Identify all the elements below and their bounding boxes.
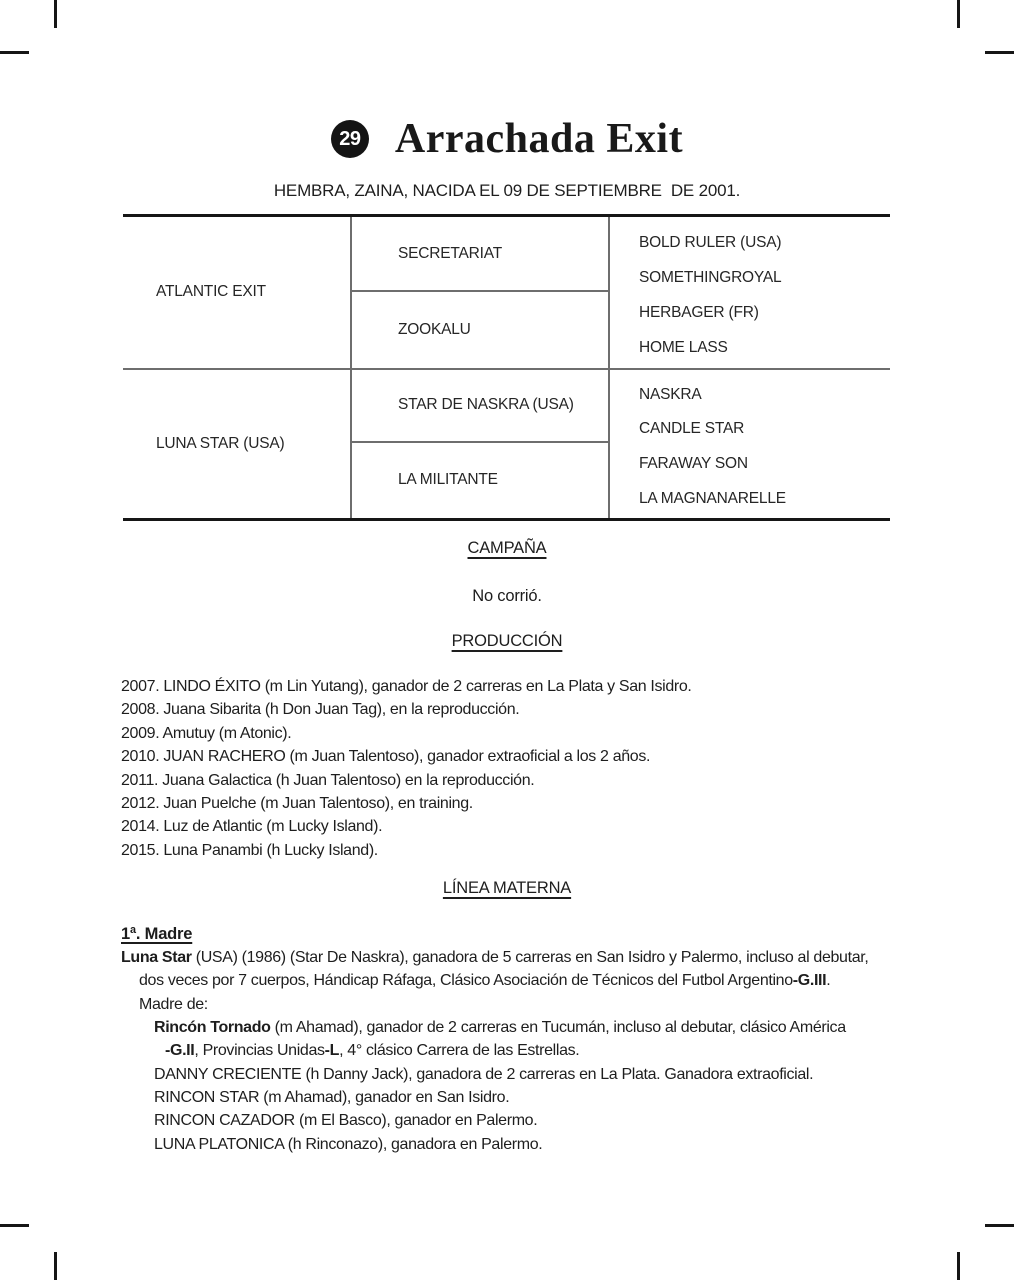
- pedigree-dam-grandparents: [608, 368, 890, 519]
- pedigree-sire-grandparents: [608, 217, 890, 368]
- production-entry: 2014. Luz de Atlantic (m Lucky Island).: [121, 818, 383, 836]
- production-entry: 2010. JUAN RACHERO (m Juan Talentoso), ganador extraoficial a los 2 años.: [121, 748, 651, 766]
- horse-description: HEMBRA, ZAINA, NACIDA EL 09 DE SEPTIEMBRE DE 2001.: [273, 181, 741, 200]
- pedigree-dam-sire: STAR DE NASKRA (USA): [350, 368, 608, 443]
- pedigree-sire-sire: SECRETARIAT: [350, 217, 608, 292]
- campaign-text: No corrió.: [472, 587, 542, 605]
- production-entry: 2009. Amutuy (m Atonic).: [121, 724, 292, 742]
- crop-mark-bottom-right-horizontal: [985, 1224, 1014, 1227]
- catalog-number: 29: [339, 127, 361, 150]
- maternal-line-entry: Luna Star (USA) (1986) (Star De Naskra), ganadora de 5 carreras en San Isidro y Palermo, incluso al debutar,: [121, 949, 869, 966]
- crop-mark-bottom-left-vertical: [54, 1252, 57, 1280]
- pedigree-sire-sire-sire: BOLD RULER (USA): [639, 233, 782, 251]
- maternal-line-heading: LÍNEA MATERNA: [442, 879, 572, 897]
- production-heading: PRODUCCIÓN: [451, 632, 563, 650]
- pedigree-sire: ATLANTIC EXIT: [156, 283, 266, 301]
- maternal-line-list: [121, 946, 868, 1156]
- production-entry: 2012. Juan Puelche (m Juan Talentoso), en training.: [121, 795, 473, 813]
- pedigree-dam-dam-dam: LA MAGNANARELLE: [639, 489, 786, 507]
- catalog-number-badge: [331, 120, 369, 158]
- crop-mark-bottom-left-horizontal: [0, 1224, 29, 1227]
- production-entry: 2015. Luna Panambi (h Lucky Island).: [121, 841, 378, 859]
- maternal-line-entry: RINCON STAR (m Ahamad), ganador en San Isidro.: [154, 1089, 510, 1107]
- production-list: [121, 675, 692, 862]
- title-row: [0, 118, 1014, 160]
- page-title: Arrachada Exit: [394, 116, 684, 162]
- campaign-heading: CAMPAÑA: [467, 539, 547, 557]
- crop-mark-top-left-horizontal: [0, 51, 29, 54]
- maternal-line-entry: dos veces por 7 cuerpos, Hándicap Ráfaga, Clásico Asociación de Técnicos del Futbol Argentino-G.III.: [139, 972, 831, 990]
- production-entry: 2011. Juana Galactica (h Juan Talentoso) en la reproducción.: [121, 771, 535, 789]
- first-dam-heading: 1ª. Madre: [121, 925, 193, 943]
- pedigree-dam-dam-sire: FARAWAY SON: [639, 455, 748, 473]
- maternal-line-entry: RINCON CAZADOR (m El Basco), ganador en Palermo.: [154, 1112, 538, 1130]
- pedigree-table: [123, 214, 890, 521]
- production-entry: 2008. Juana Sibarita (h Don Juan Tag), en la reproducción.: [121, 701, 520, 719]
- maternal-line-entry: LUNA PLATONICA (h Rinconazo), ganadora en Palermo.: [154, 1135, 543, 1153]
- pedigree-sire-dam-dam: HOME LASS: [639, 338, 728, 356]
- crop-mark-top-right-vertical: [957, 0, 960, 28]
- pedigree-sire-dam: ZOOKALU: [350, 292, 608, 367]
- maternal-line-entry: -G.II, Provincias Unidas-L, 4° clásico Carrera de las Estrellas.: [165, 1042, 580, 1060]
- crop-mark-top-left-vertical: [54, 0, 57, 28]
- pedigree-sire-sire-dam: SOMETHINGROYAL: [639, 268, 782, 286]
- pedigree-dam-dam: LA MILITANTE: [350, 443, 608, 518]
- maternal-line-entry: Madre de:: [139, 995, 208, 1013]
- pedigree-dam: LUNA STAR (USA): [123, 368, 350, 519]
- crop-mark-bottom-right-vertical: [957, 1252, 960, 1280]
- pedigree-sire-dam-sire: HERBAGER (FR): [639, 303, 759, 321]
- production-entry: 2007. LINDO ÉXITO (m Lin Yutang), ganador de 2 carreras en La Plata y San Isidro.: [121, 678, 692, 695]
- maternal-line-entry: DANNY CRECIENTE (h Danny Jack), ganadora de 2 carreras en La Plata. Ganadora extraoficial.: [154, 1065, 814, 1083]
- pedigree-dam-sire-dam: CANDLE STAR: [639, 420, 745, 438]
- pedigree-dam-sire-sire: NASKRA: [639, 385, 702, 403]
- crop-mark-top-right-horizontal: [985, 51, 1014, 54]
- maternal-line-entry: Rincón Tornado (m Ahamad), ganador de 2 carreras en Tucumán, incluso al debutar, clásico América: [154, 1019, 846, 1037]
